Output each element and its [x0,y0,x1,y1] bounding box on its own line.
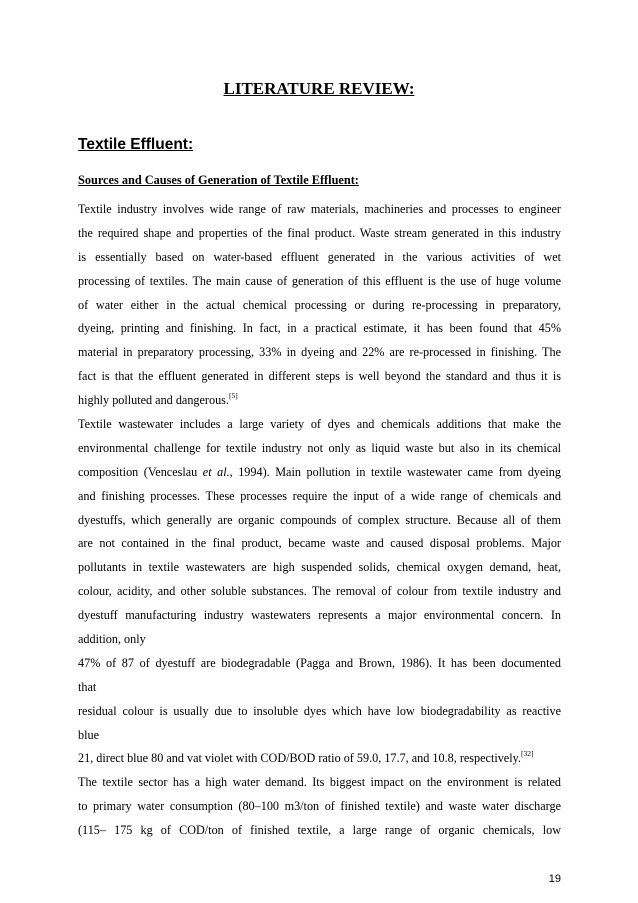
citation-superscript: [32] [520,749,534,759]
text-line: is essentially based on water-based effluent generated in the various activities of wet [78,249,561,264]
text-line: pollutants in textile wastewaters are high suspended solids, chemical oxygen demand, heat, [78,560,561,575]
body-text [78,198,561,843]
text-line: The textile sector has a high water demand. Its biggest impact on the environment is related [78,775,561,790]
text-line: addition, only [78,632,146,647]
text-line: Textile wastewater includes a large variety of dyes and chemicals additions that make the [78,417,561,432]
text-line: colour, acidity, and other soluble substances. The removal of colour from textile industry and [78,584,561,599]
text-line: to primary water consumption (80–100 m3/ton of finished textile) and waste water discharge [78,799,561,814]
text-fragment: highly polluted and dangerous. [78,393,229,408]
citation-superscript: [5] [228,391,238,401]
text-line: are not contained in the final product, became waste and caused disposal problems. Major [78,536,561,551]
text-line: that [78,679,97,694]
section-heading: Textile Effluent: [78,136,194,153]
page-title: LITERATURE REVIEW: [223,79,415,98]
page-number: 19 [548,873,561,885]
text-fragment: composition (Venceslau [78,464,203,479]
italic-fragment: et al. [202,464,230,479]
text-fragment: , 1994). Main pollution in textile wastewater came from dyeing [229,464,561,479]
text-line: dyeing, printing and finishing. In fact, in a practical estimate, it has been found that 45% [78,321,561,336]
text-line: 47% of 87 of dyestuff are biodegradable (Pagga and Brown, 1986). It has been documented [78,655,561,670]
text-line: and finishing processes. These processes require the input of a wide range of chemicals and [78,488,561,503]
text-line: residual colour is usually due to insoluble dyes which have low biodegradability as reactive [78,703,561,718]
text-line: (115– 175 kg of COD/ton of finished textile, a large range of organic chemicals, low [78,823,561,838]
text-line [78,747,561,771]
text-line: processing of textiles. The main cause of generation of this effluent is the use of huge volume [78,273,561,288]
text-line: material in preparatory processing, 33% in dyeing and 22% are re-processed in finishing. The [78,345,561,360]
text-line [78,389,561,413]
text-line: Textile industry involves wide range of raw materials, machineries and processes to engineer [78,202,561,216]
subsection-heading: Sources and Causes of Generation of Textile Effluent: [78,173,359,187]
text-fragment: 21, direct blue 80 and vat violet with COD/BOD ratio of 59.0, 17.7, and 10.8, respectively. [78,751,521,766]
text-line: dyestuffs, which generally are organic compounds of complex structure. Because all of them [78,512,561,527]
text-line [78,461,561,485]
text-line: fact is that the effluent generated in different steps is well beyond the standard and thus it is [78,369,561,384]
text-line: of water either in the actual chemical processing or during re-processing in preparatory, [78,297,561,312]
text-line: dyestuff manufacturing industry wastewaters represents a major environmental concern. In [78,608,561,623]
text-line: environmental challenge for textile industry not only as liquid waste but also in its chemical [78,440,561,455]
text-line: the required shape and properties of the final product. Waste stream generated in this industry [78,225,561,240]
text-line: blue [78,727,99,742]
